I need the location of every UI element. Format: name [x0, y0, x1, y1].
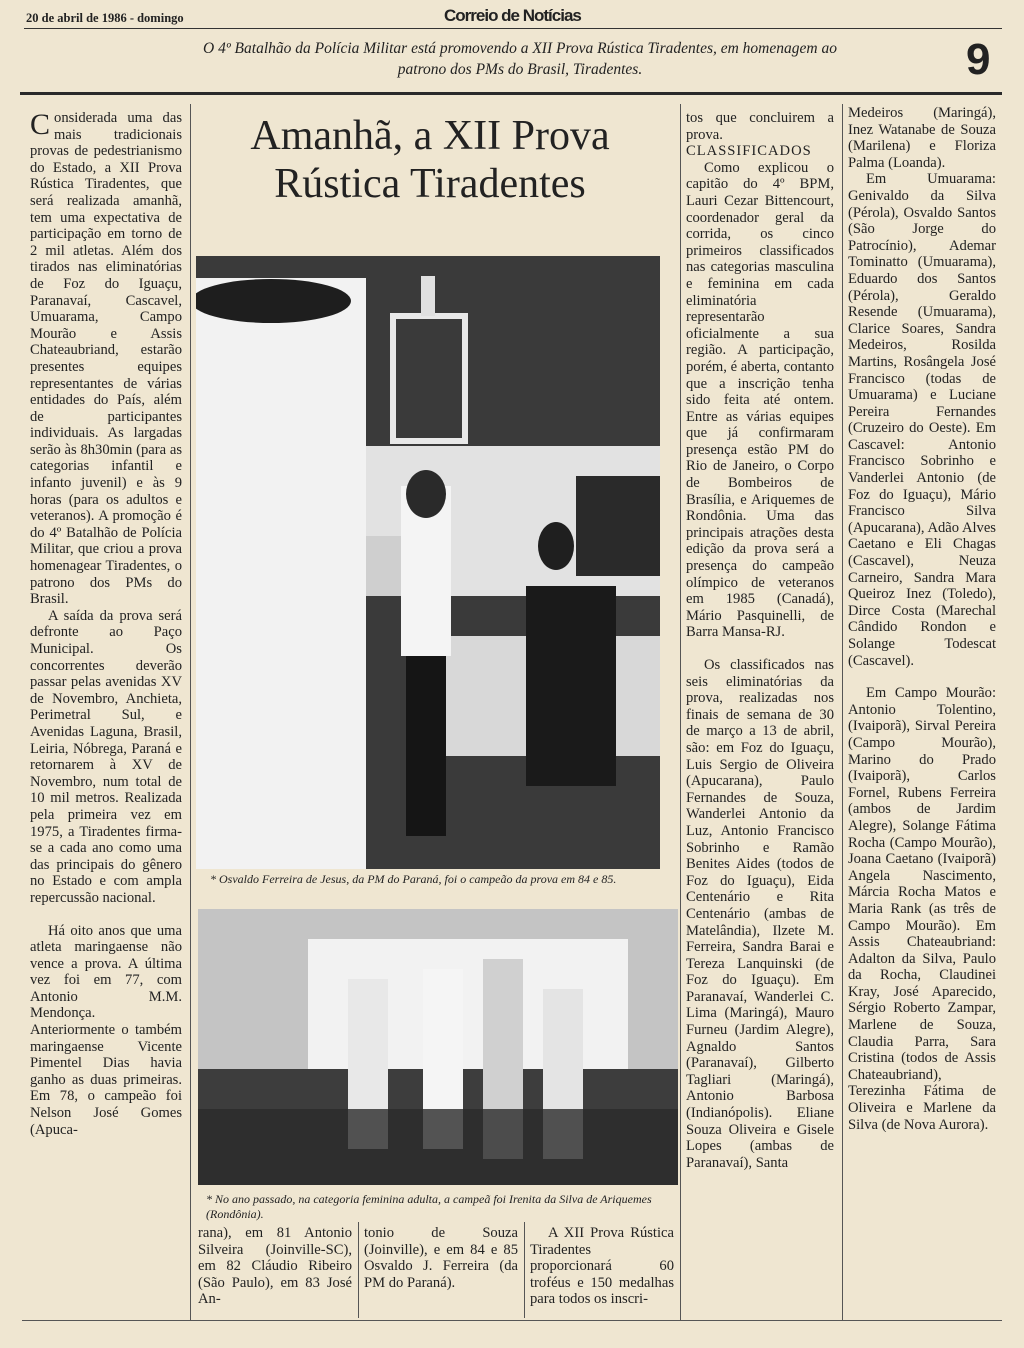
photo-champion-illustration — [196, 256, 660, 869]
col5-paragraph-1: Medeiros (Maringá), Inez Watanabe de Souza (Marilena) e Floriza Palma (Loanda). — [848, 105, 996, 171]
teaser-text: O 4º Batalhão da Polícia Militar está promovendo a XII Prova Rústica Tiradentes, em homenagem ao patrono dos PMs do Brasil, Tiradentes. — [203, 40, 837, 78]
section-subhead: CLASSIFICADOS — [686, 143, 812, 160]
col1-paragraph-2: A saída da prova será defronte ao Paço Municipal. Os concorrentes deverão passar pelas avenidas XV de Novembro, Anchieta, Perimetral Sul, e Avenidas Laguna, Brasil, Leiria, Nóbrega, Paraná e retornarem à XV de Novembro, num total de 10 mil metros. Realizada pela primeira vez em 1975, a Tiradentes firma-se a cada ano como uma das principais do gênero no Estado e com ampla repercussão nacional. — [30, 607, 182, 906]
newspaper-name: Correio de Notícias — [444, 6, 581, 25]
col4-paragraph-3: Os classificados nas seis eliminatórias da prova, realizadas nos finais de semana de 30 de março a 13 de abril, são: em Foz do Iguaçu, Luis Sergio de Oliveira (Apucarana), Paulo Fernandes de Souza, Wanderlei Antonio da Luz, Antonio Francisco Sobrinho e Ramão Benites Aides (todos de Foz do Iguaçu), Eida Centenário e Rita Centenário (ambas de Matelândia), Ilzete M. Ferreira, Sandra Barai e Tereza Lanquinski (de Foz do Iguaçu). Em Paranavaí, Wanderlei C. Lima (Maringá), Mauro Furneu (Jardim Alegre), Agnaldo Santos (Paranavaí), Gilberto Tagliari (Maringá), Antonio Barbosa (Indianópolis). Eliane Souza Oliveira e Gisele Lopes (ambas de Paranavaí), Santa — [686, 657, 834, 1171]
col1-paragraph-1: onsiderada uma das mais tradicionais provas de pedestrianismo do Estado, a XII Prova Rústica Tiradentes, que será realizada amanhã, tem uma expectativa de participação em torno de 2 mil atletas. Além dos tirados nas eliminatórias de Foz do Iguaçu, Paranavaí, Cascavel, Umuarama, Campo Mourão e Assis Chateaubriand, estarão presentes equipes representantes de várias entidades do País, além de participantes individuais. As largadas serão às 8h30min (para as categorias infantil e infanto juvenil) e às 9 horas (para os adultos e veteranos). A promoção é do 4º Batalhão de Polícia Militar, que criou a prova homenagear Tiradentes, o patrono dos PMs do Brasil. — [30, 110, 182, 608]
column-divider — [680, 104, 681, 1320]
article-bottom-column-3 — [530, 1225, 674, 1308]
bottom-col1-text: rana), em 81 Antonio Silveira (Joinville-SC), em 82 Cláudio Ribeiro (São Paulo), em 83 José An- — [198, 1225, 352, 1308]
page-bottom-rule — [22, 1320, 1002, 1321]
photo2-caption: * No ano passado, na categoria feminina adulta, a campeã foi Irenita da Silva de Ariquemes (Rondônia). — [206, 1192, 652, 1221]
photo1-caption: * Osvaldo Ferreira de Jesus, da PM do Paraná, foi o campeão da prova em 84 e 85. — [210, 872, 617, 886]
column-divider — [842, 104, 843, 1320]
col1-paragraph-3: Há oito anos que uma atleta maringaense não vence a prova. A última vez foi em 77, com Antonio M.M. Mendonça. Anteriormente o também maringaense Vicente Pimentel Dias havia ganho as duas primeiras. Em 78, o campeão foi Nelson José Gomes (Apuca- — [30, 922, 182, 1138]
article-bottom-column-1 — [198, 1225, 352, 1308]
page-number: 9 — [966, 35, 991, 84]
header-bottom-rule — [20, 92, 1002, 95]
col4-paragraph-2: Como explicou o capitão do 4º BPM, Lauri Cezar Bittencourt, coordenador geral da corrida, os cinco primeiros classificados nas categorias masculina e feminina em cada eliminatória representarão oficialmente a sua região. A participação, porém, é aberta, contanto que a inscrição tenha sido feita até ontem. Entre as várias equipes que já confirmaram presença estão PM do Rio de Janeiro, o Corpo de Bombeiros de Brasília, e Ariquemes de Rondônia. Uma das principais atrações desta edição da prova será a presença do campeão olímpico de veteranos em 1985 (Canadá), Mário Pasquinelli, de Barra Mansa-RJ. — [686, 159, 834, 641]
column-divider — [190, 104, 191, 1320]
column-divider — [358, 1222, 359, 1318]
article-column-1 — [30, 110, 182, 1138]
article-headline: Amanhã, a XII Prova Rústica Tiradentes — [250, 113, 610, 207]
article-column-5 — [848, 105, 996, 1133]
photo-women-podium — [198, 909, 678, 1185]
issue-date: 20 de abril de 1986 - domingo — [26, 11, 184, 25]
header-rule — [24, 28, 1002, 29]
photo-podium-illustration — [198, 909, 678, 1185]
drop-cap: C — [30, 108, 51, 141]
column-divider — [524, 1222, 525, 1318]
article-column-4 — [686, 110, 834, 1171]
bottom-col2-text: tonio de Souza (Joinville), e em 84 e 85 Osvaldo J. Ferreira (da PM do Paraná). — [364, 1225, 518, 1291]
col5-paragraph-2: Em Umuarama: Genivaldo da Silva (Pérola), Osvaldo Santos (São Jorge do Patrocínio), Ademar Tominatto (Umuarama), Eduardo dos Santos (Pérola), Geraldo Resende (Umuarama), Clarice Soares, Sandra Medeiros, Rosilda Martins, Rosângela José Francisco (todas de Umuarama) e Luciane Pereira Fernandes (Cruzeiro do Oeste). Em Cascavel: Antonio Francisco Sobrinho e Vanderlei Antonio (de Foz do Iguaçu), Mário Francisco Silva (Apucarana), Adão Alves Caetano e Eli Chagas (Cascavel), Neuza Carneiro, Sandra Mara Queiroz Inez (Toledo), Dirce Costa (Marechal Cândido Rondon e Solange Todescat (Cascavel). — [848, 171, 996, 669]
col5-paragraph-3: Em Campo Mourão: Antonio Tolentino, (Ivaiporã), Sirval Pereira (Campo Mourão), Marino do Prado (Ivaiporã), Carlos Fornel, Rubens Ferreira (ambos de Jardim Alegre), Solange Fátima Rocha (Campo Mourão), Joana Caetano (Ivaiporã) Angela Nascimento, Márcia Rocha Matos e Maria Rank (as três de Campo Mourão). Em Assis Chateaubriand: Adalton da Silva, Paulo da Rocha, Claudinei Kray, José Aparecido, Sérgio Roberto Zampar, Marlene de Souza, Claudia Parra, Sara Cristina (todos de Assis Chateaubriand), Terezinha Fátima de Oliveira e Marlene da Silva (de Nova Aurora). — [848, 685, 996, 1133]
photo-champion-trophy — [196, 256, 660, 869]
article-bottom-column-2 — [364, 1225, 518, 1291]
col4-paragraph-1: tos que concluirem a prova. — [686, 110, 834, 143]
bottom-col3-text: A XII Prova Rústica Tiradentes proporcionará 60 troféus e 150 medalhas para todos os inscri- — [530, 1225, 674, 1308]
